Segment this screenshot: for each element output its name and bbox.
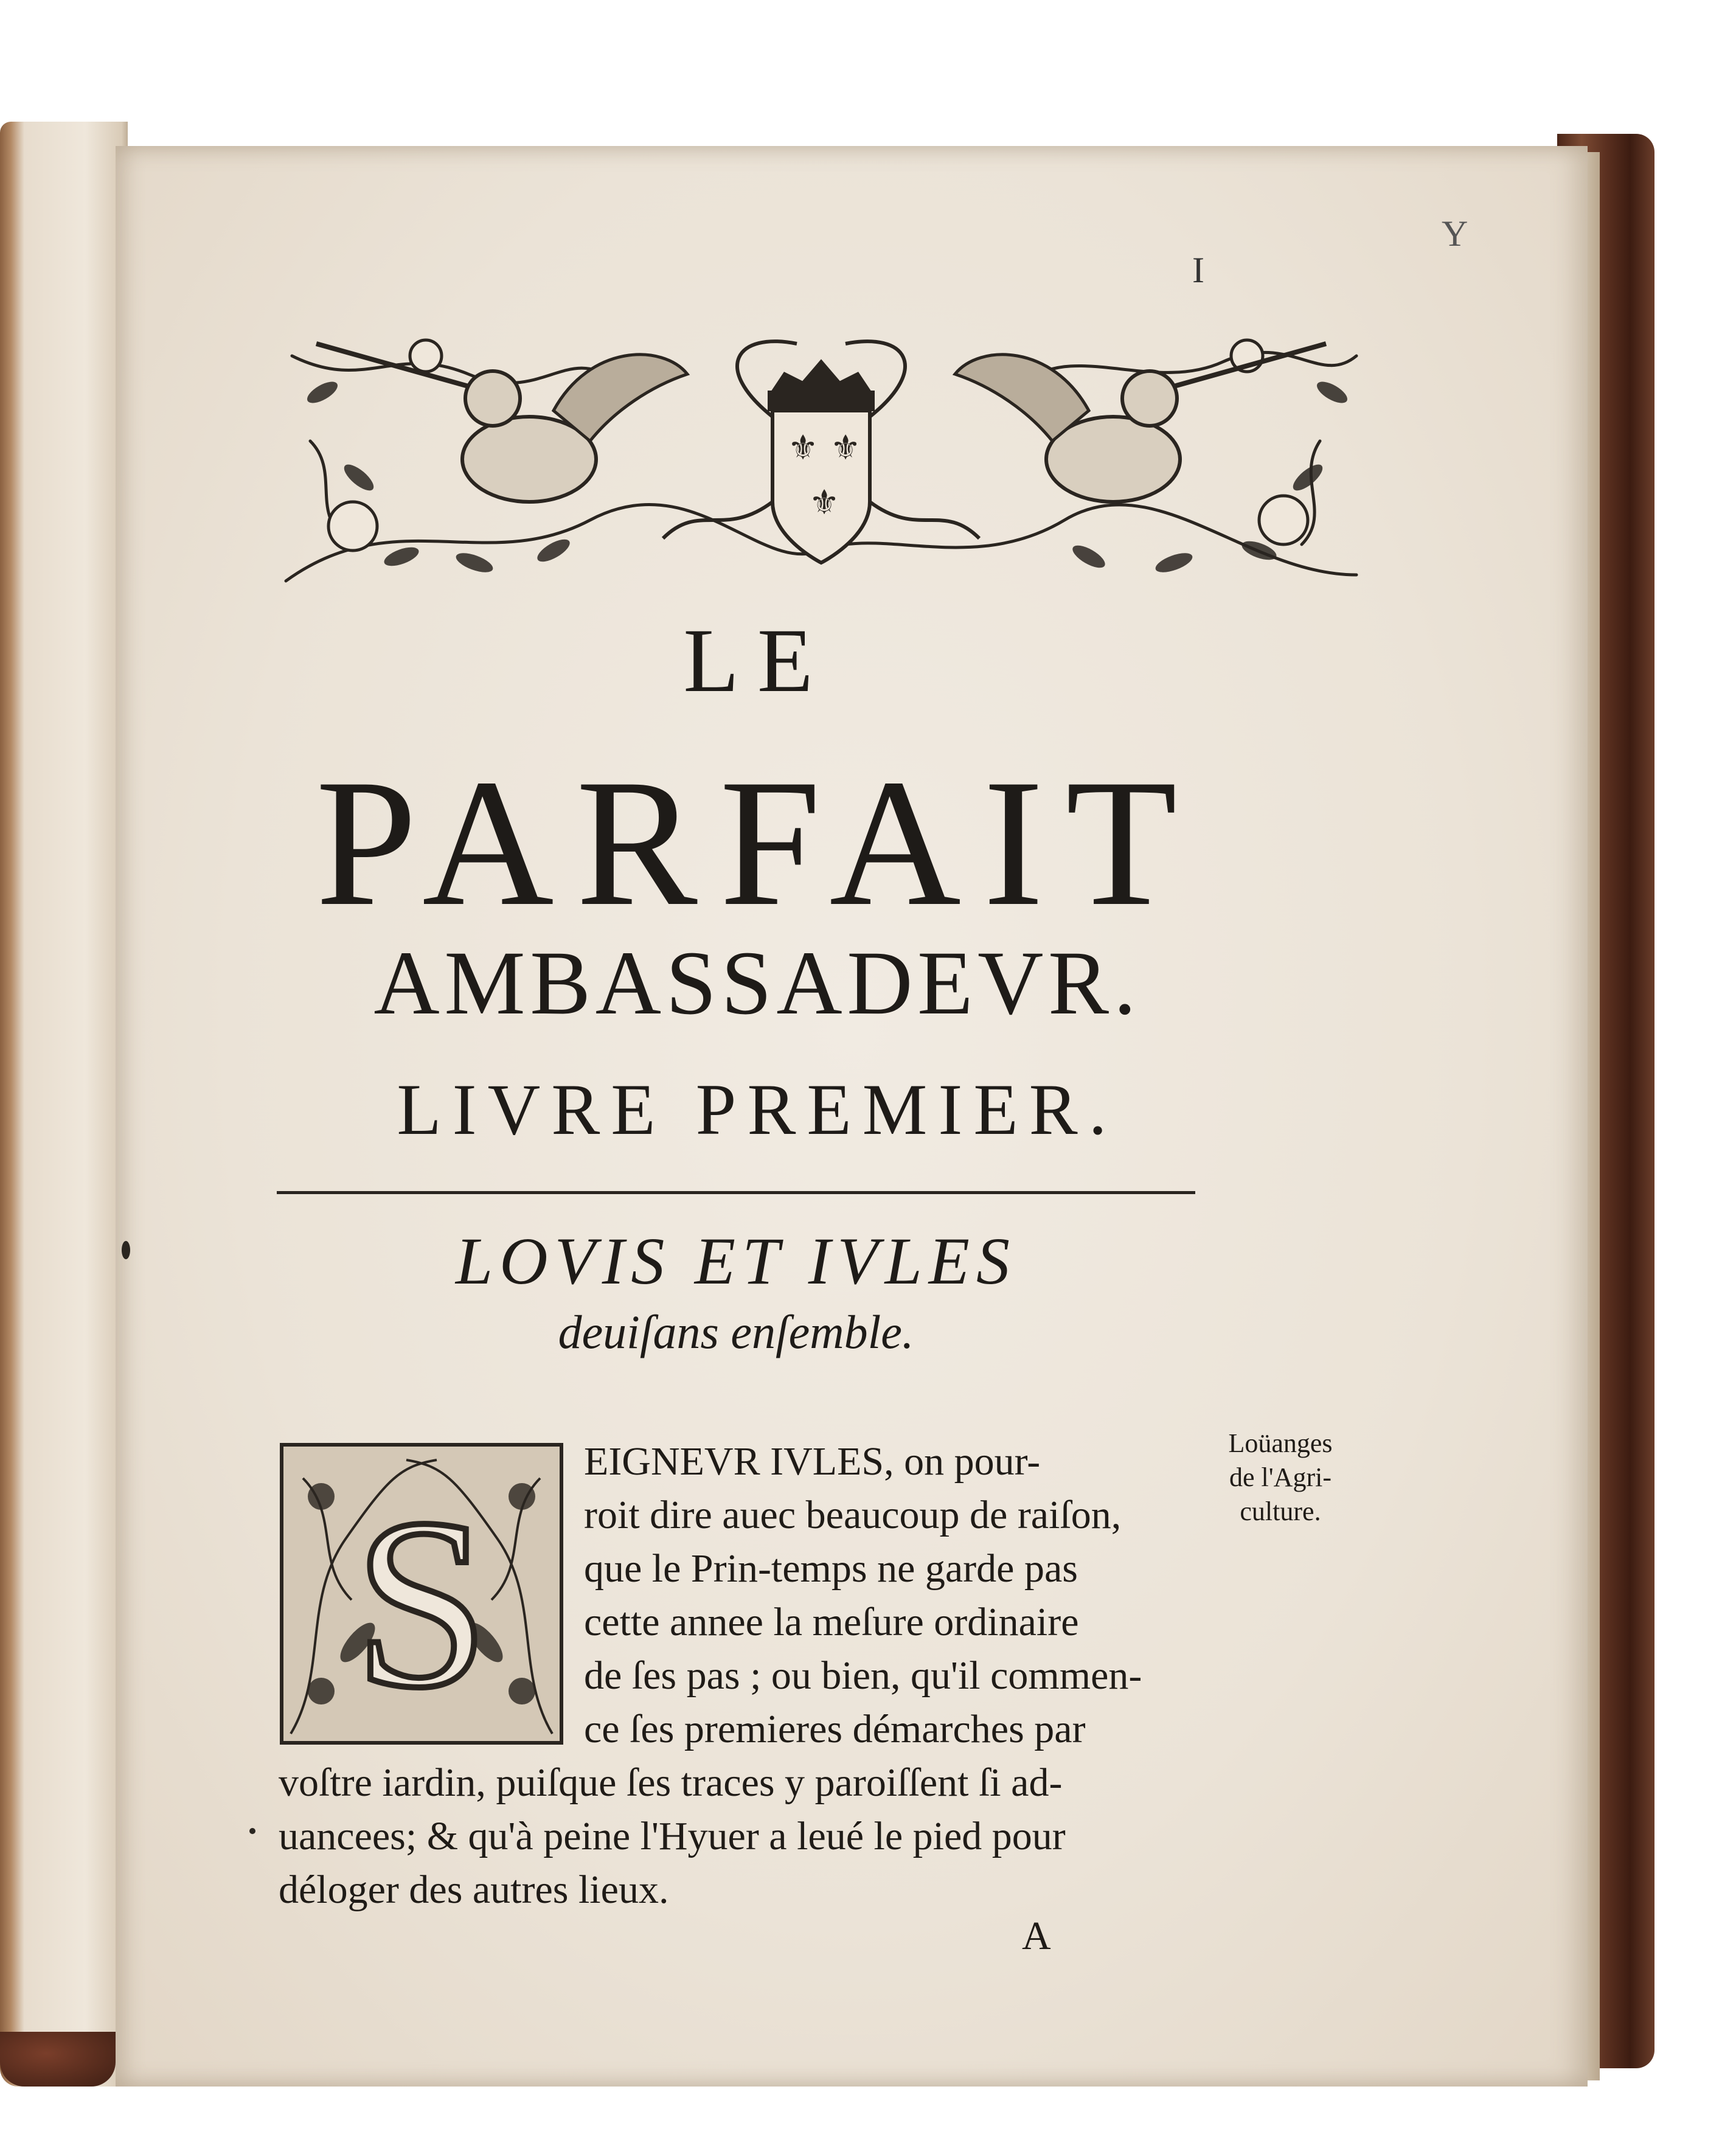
open-book	[0, 122, 1654, 2087]
margin-note	[1201, 1426, 1359, 1529]
dropcap-ornament	[279, 1442, 564, 1746]
title-parfait: PARFAIT	[315, 742, 1200, 943]
section-subheading: deuiſans enſemble.	[558, 1305, 914, 1358]
body-line: EIGNEVR IVLES, on pour-	[584, 1439, 1041, 1484]
body-line: roit dire auec beaucoup de raiſon,	[584, 1493, 1122, 1537]
svg-text:⚜: ⚜	[809, 483, 840, 523]
body-line: déloger des autres lieux.	[279, 1868, 669, 1912]
body-line: que le Prin-temps ne garde pas	[584, 1546, 1078, 1591]
ink-speck	[249, 1828, 255, 1834]
left-page-edge	[0, 122, 128, 2087]
folio-number: I	[1192, 250, 1204, 290]
headpiece-ornament	[274, 319, 1369, 599]
body-line: voſtre iardin, puiſque ſes traces y paroiſſent ſi ad-	[279, 1760, 1063, 1805]
body-line: ce ſes premieres démarches par	[584, 1707, 1086, 1751]
title-ambassadeur: AMBASSADEVR.	[373, 933, 1141, 1034]
margin-note-line: culture.	[1240, 1496, 1321, 1526]
corner-mark: Y	[1442, 214, 1468, 254]
body-line: de ſes pas ; ou bien, qu'il commen-	[584, 1653, 1142, 1698]
horizontal-rule	[277, 1191, 1195, 1194]
leather-binding-corner	[0, 2032, 116, 2087]
signature-mark: A	[1022, 1914, 1051, 1958]
body-line: cette annee la meſure ordinaire	[584, 1600, 1079, 1644]
ink-speck	[122, 1241, 130, 1259]
margin-note-line: Loüanges	[1228, 1428, 1333, 1458]
section-heading: LOVIS ET IVLES	[455, 1224, 1016, 1298]
body-line: uancees; & qu'à peine l'Hyuer a leué le pied pour	[279, 1814, 1066, 1858]
dropcap-letter: S	[353, 1468, 490, 1738]
svg-text:⚜: ⚜	[788, 428, 819, 468]
svg-text:⚜: ⚜	[830, 428, 861, 468]
title-livre-premier: LIVRE PREMIER.	[397, 1069, 1118, 1150]
margin-note-line: de l'Agri-	[1229, 1462, 1332, 1492]
title-le: LE	[683, 610, 832, 711]
